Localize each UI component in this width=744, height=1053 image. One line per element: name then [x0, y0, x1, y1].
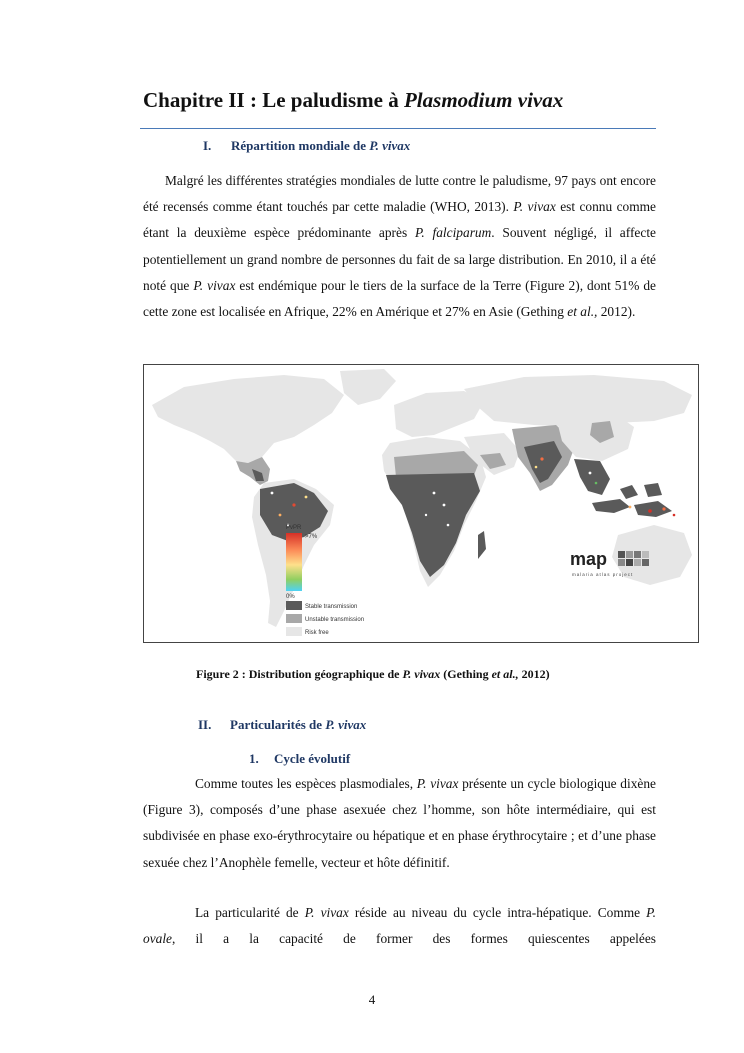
legend-max: >7% — [305, 534, 318, 540]
logo-text: map — [570, 549, 608, 569]
distribution-map-figure — [143, 364, 699, 643]
legend-gradient — [286, 533, 302, 591]
legend-swatch-risk-free — [286, 627, 302, 636]
legend-label-stable: Stable transmission — [305, 604, 358, 610]
page-number: 4 — [368, 992, 376, 1007]
logo-subtext: malaria atlas project — [572, 572, 634, 577]
chapter-title: Chapitre II : Le paludisme à Plasmodium vivax — [143, 88, 564, 112]
paragraph-distribution: Malgré les différentes stratégies mondiales de lutte contre le paludisme, 97 pays ont encore été recensés comme étant touchés par cette maladie (WHO, 2013). P. vivax est connu comme étant la deuxième espèce prédominante après P. falciparum. Souvent négligé, il affecte potentiellement un grand nombre de personnes du fait de sa large distribution. En 2010, il a été noté que P. vivax est endémique pour le tiers de la surface de la Terre (Figure 2), dont 51% de cette zone est localisée en Afrique, 22% en Amérique et 27% en Asie (Gething et al., 2012). — [143, 173, 657, 320]
world-map — [144, 365, 698, 642]
legend-min: 0% — [286, 594, 295, 600]
figure-caption: Figure 2 : Distribution géographique de P. vivax (Gething et al., 2012) — [196, 667, 550, 681]
paragraph-life-cycle: Comme toutes les espèces plasmodiales, P. vivax présente un cycle biologique dixène (Figure 3), composés d’une phase asexuée chez l’homme, son hôte intermédiaire, qui est subdivisée en phase exo-érythrocytaire ou hépatique et en phase érythrocytaire ; et d’une phase sexuée chez l’Anophèle femelle, vecteur et hôte définitif. — [143, 776, 656, 870]
section-heading-1: I. Répartition mondiale de P. vivax — [203, 138, 411, 153]
subsection-heading-1: 1. Cycle évolutif — [249, 751, 351, 766]
legend-label-unstable: Unstable transmission — [305, 617, 365, 623]
title-divider — [140, 128, 656, 129]
paragraph-particularity: La particularité de P. vivax réside au niveau du cycle intra-hépatique. Comme P. ovale, il a la capacité de former des formes quiescentes appelées — [143, 905, 656, 947]
legend-swatch-unstable — [286, 614, 302, 623]
legend-label-risk-free: Risk free — [305, 630, 329, 636]
legend-title: PvPR — [286, 525, 302, 531]
section-heading-2: II. Particularités de P. vivax — [198, 717, 367, 732]
legend-swatch-stable — [286, 601, 302, 610]
